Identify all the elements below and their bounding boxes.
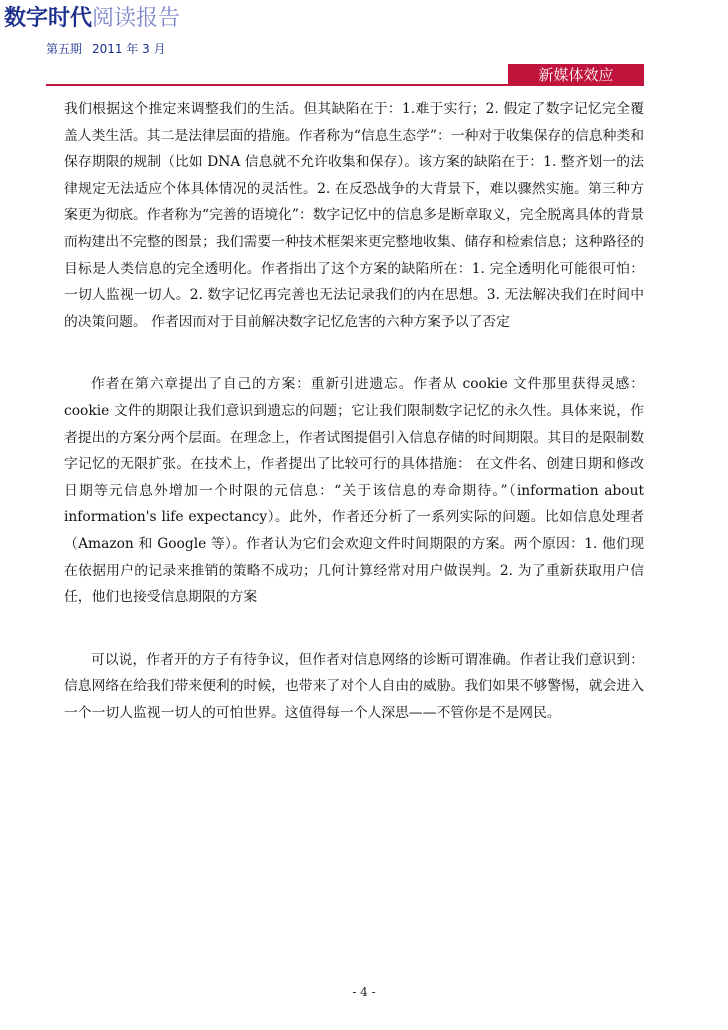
paragraph-2: 作者在第六章提出了自己的方案：重新引进遗忘。作者从 cookie 文件那里获得灵感：cookie 文件的期限让我们意识到遗忘的问题；它让我们限制数字记忆的永久性。具体来说，作者提出的方案分两个层面。在理念上，作者试图提倡引入信息存储的时间期限。其目的是限制数字记忆的无限扩张。在技术上，作者提出了比较可行的具体措施： 在文件名、创建日期和修改日期等元信息外增加一个时限的元信息：“关于该信息的寿命期待。”（information about information's life expectancy）。此外，作者还分析了一系列实际的问题。比如信息处理者（Amazon 和 Google 等）。作者认为它们会欢迎文件时间期限的方案。两个原因：1. 他们现在依据用户的记录来推销的策略不成功；几何计算经常对用户做误判。2. 为了重新获取用户信任，他们也接受信息期限的方案	[64, 376, 644, 606]
section-tag: 新媒体效应	[508, 64, 644, 86]
report-title	[4, 6, 180, 32]
report-title-main: 数字时代	[4, 6, 93, 31]
report-title-sub: 阅读报告	[92, 6, 181, 31]
header-divider	[46, 84, 644, 86]
page-number: - 4 -	[352, 985, 376, 999]
paragraph-1: 我们根据这个推定来调整我们的生活。但其缺陷在于：1.难于实行；2. 假定了数字记忆完全覆盖人类生活。其二是法律层面的措施。作者称为“信息生态学”：一种对于收集保存的信息种类和保存期限的规制（比如 DNA 信息就不允许收集和保存）。该方案的缺陷在于：1. 整齐划一的法律规定无法适应个体具体情况的灵活性。2. 在反恐战争的大背景下，难以骤然实施。第三种方案更为彻底。作者称为“完善的语境化”：数字记忆中的信息多是断章取义，完全脱离具体的背景而构建出不完整的图景；我们需要一种技术框架来更完整地收集、储存和检索信息；这种路径的目标是人类信息的完全透明化。作者指出了这个方案的缺陷所在：1. 完全透明化可能很可怕：一切人监视一切人。2. 数字记忆再完善也无法记录我们的内在思想。3. 无法解决我们在时间中的决策问题。 作者因而对于目前解决数字记忆危害的六种方案予以了否定	[64, 101, 644, 330]
issue-date: 2011 年 3 月	[92, 42, 166, 56]
issue-number: 第五期	[46, 42, 83, 56]
paragraph-3: 可以说，作者开的方子有待争议，但作者对信息网络的诊断可谓准确。作者让我们意识到：信息网络在给我们带来便利的时候，也带来了对个人自由的威胁。我们如果不够警惕，就会进入一个一切人监视一切人的可怕世界。这值得每一个人深思——不管你是不是网民。	[64, 651, 644, 721]
issue-info	[46, 41, 166, 57]
article-body	[64, 96, 644, 726]
